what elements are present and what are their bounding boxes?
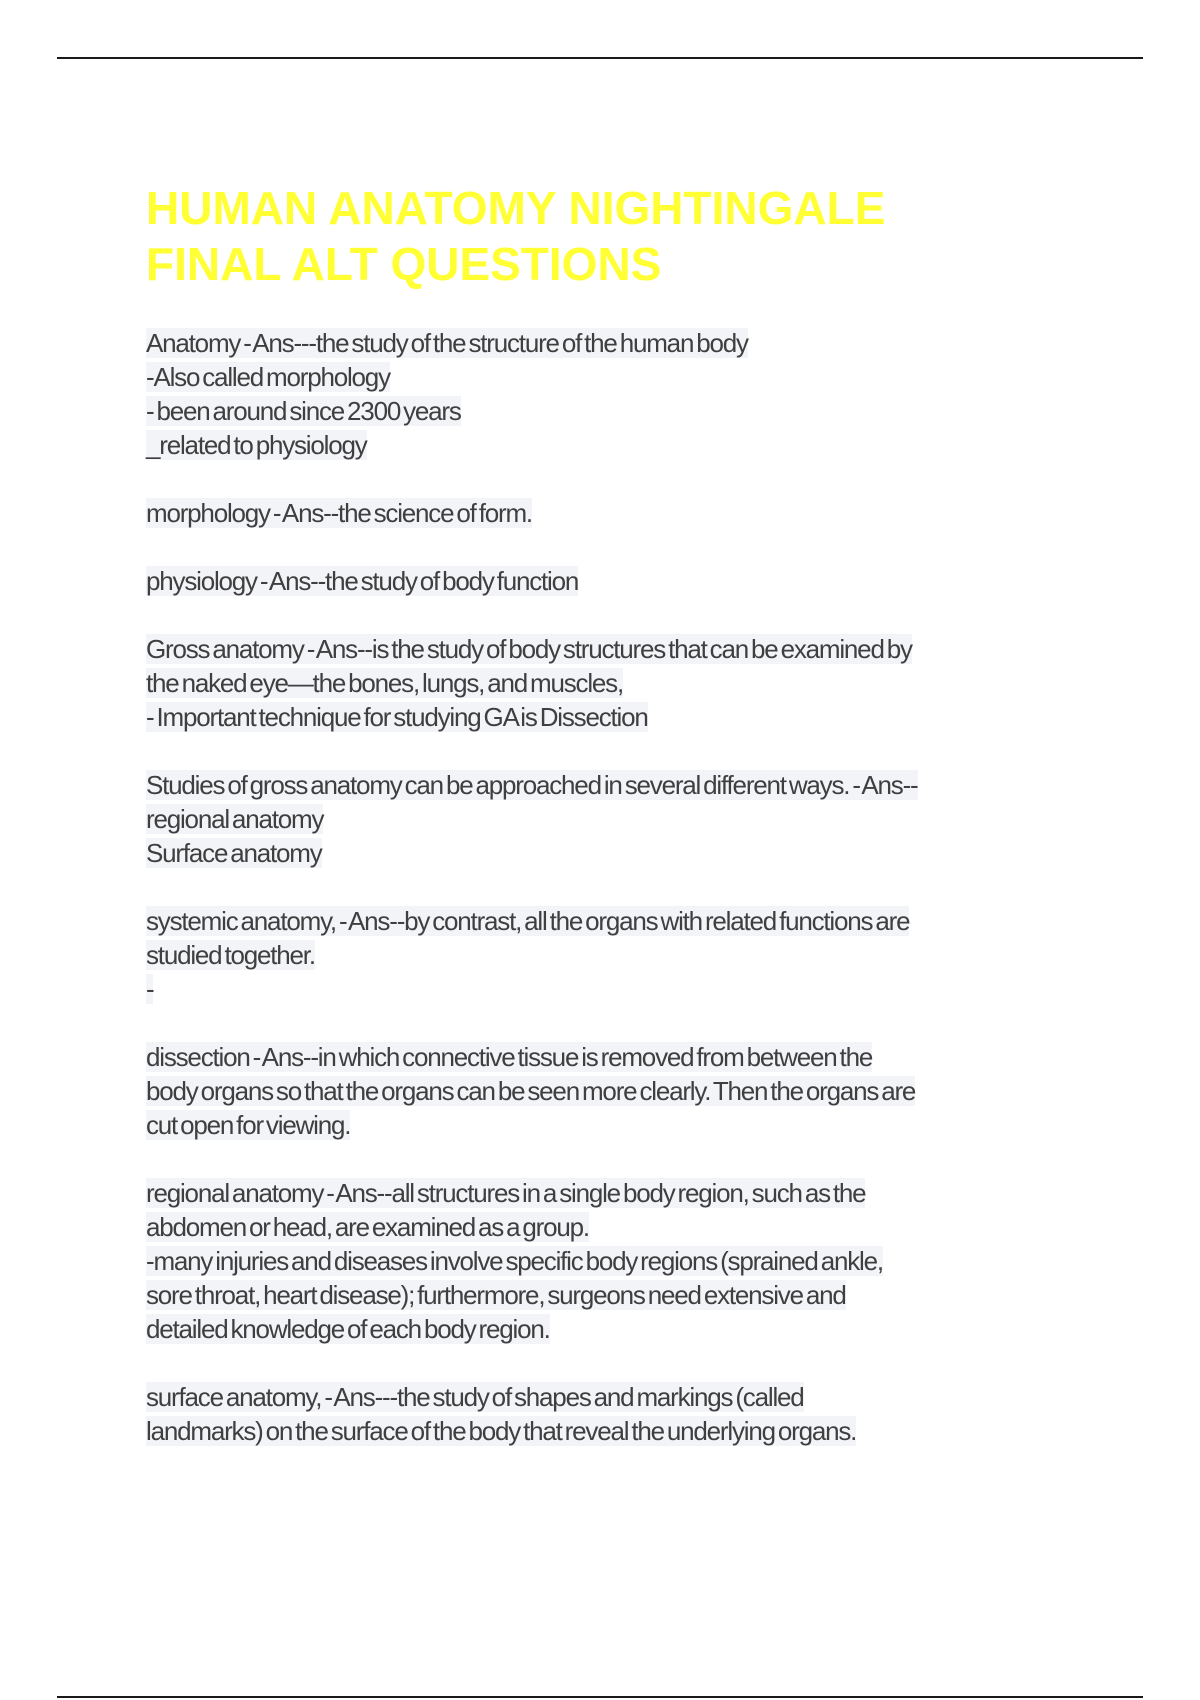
- qa-detail-line: [146, 1210, 1126, 1244]
- qa-entry: [146, 1176, 1126, 1346]
- top-rule: [57, 57, 1143, 59]
- qa-detail-line: [146, 360, 1126, 394]
- qa-text: regional anatomy: [146, 804, 324, 834]
- document-title: [146, 180, 1126, 292]
- qa-entry: [146, 904, 1126, 1006]
- qa-text: studied together.: [146, 940, 315, 970]
- qa-term-line: [146, 1040, 1126, 1074]
- qa-term-line: [146, 768, 1126, 802]
- qa-text: the naked eye—the bones, lungs, and muscles,: [146, 668, 623, 698]
- qa-detail-line: [146, 938, 1126, 972]
- title-line: HUMAN ANATOMY NIGHTINGALE: [146, 182, 886, 234]
- qa-entry: [146, 768, 1126, 870]
- qa-detail-line: [146, 1074, 1126, 1108]
- qa-list: [146, 326, 1126, 1448]
- qa-text: regional anatomy - Ans--all structures in a single body region, such as the: [146, 1178, 866, 1208]
- qa-text: dissection - Ans--in which connective tissue is removed from between the: [146, 1042, 873, 1072]
- document-body: [146, 180, 1126, 1482]
- qa-term-line: [146, 564, 1126, 598]
- qa-term-line: [146, 1176, 1126, 1210]
- qa-text: _related to physiology: [146, 430, 367, 460]
- qa-text: morphology - Ans--the science of form.: [146, 498, 532, 528]
- qa-text: surface anatomy, - Ans---the study of shapes and markings (called: [146, 1382, 804, 1412]
- qa-entry: [146, 496, 1126, 530]
- qa-entry: [146, 564, 1126, 598]
- qa-text: cut open for viewing.: [146, 1110, 351, 1140]
- qa-detail-line: [146, 1278, 1126, 1312]
- qa-text: physiology - Ans--the study of body function: [146, 566, 579, 596]
- qa-text: sore throat, heart disease); furthermore, surgeons need extensive and: [146, 1280, 846, 1310]
- qa-text: - been around since 2300 years: [146, 396, 461, 426]
- qa-detail-line: [146, 802, 1126, 836]
- qa-entry: [146, 1040, 1126, 1142]
- qa-term-line: [146, 1380, 1126, 1414]
- bottom-rule: [57, 1696, 1143, 1698]
- qa-text: - Important technique for studying GA is Dissection: [146, 702, 648, 732]
- qa-detail-line: [146, 972, 1126, 1006]
- qa-term-line: [146, 904, 1126, 938]
- qa-detail-line: [146, 1108, 1126, 1142]
- qa-detail-line: [146, 836, 1126, 870]
- qa-entry: [146, 326, 1126, 462]
- qa-text: landmarks) on the surface of the body that reveal the underlying organs.: [146, 1416, 857, 1446]
- qa-detail-line: [146, 1312, 1126, 1346]
- qa-detail-line: [146, 1414, 1126, 1448]
- qa-detail-line: [146, 666, 1126, 700]
- qa-text: -Also called morphology: [146, 362, 390, 392]
- qa-text: -many injuries and diseases involve specific body regions (sprained ankle,: [146, 1246, 883, 1276]
- qa-text: -: [146, 974, 154, 1004]
- qa-entry: [146, 632, 1126, 734]
- qa-term-line: [146, 632, 1126, 666]
- qa-detail-line: [146, 1244, 1126, 1278]
- qa-text: Anatomy - Ans---the study of the structure of the human body: [146, 328, 748, 358]
- qa-text: Studies of gross anatomy can be approached in several different ways. - Ans--: [146, 770, 918, 800]
- qa-detail-line: [146, 428, 1126, 462]
- title-line: FINAL ALT QUESTIONS: [146, 238, 662, 290]
- qa-detail-line: [146, 394, 1126, 428]
- qa-text: detailed knowledge of each body region.: [146, 1314, 550, 1344]
- qa-entry: [146, 1380, 1126, 1448]
- qa-text: body organs so that the organs can be seen more clearly. Then the organs are: [146, 1076, 916, 1106]
- qa-text: systemic anatomy, - Ans--by contrast, all the organs with related functions are: [146, 906, 910, 936]
- qa-term-line: [146, 326, 1126, 360]
- qa-text: Gross anatomy - Ans--is the study of body structures that can be examined by: [146, 634, 912, 664]
- qa-text: Surface anatomy: [146, 838, 322, 868]
- qa-term-line: [146, 496, 1126, 530]
- qa-detail-line: [146, 700, 1126, 734]
- qa-text: abdomen or head, are examined as a group.: [146, 1212, 589, 1242]
